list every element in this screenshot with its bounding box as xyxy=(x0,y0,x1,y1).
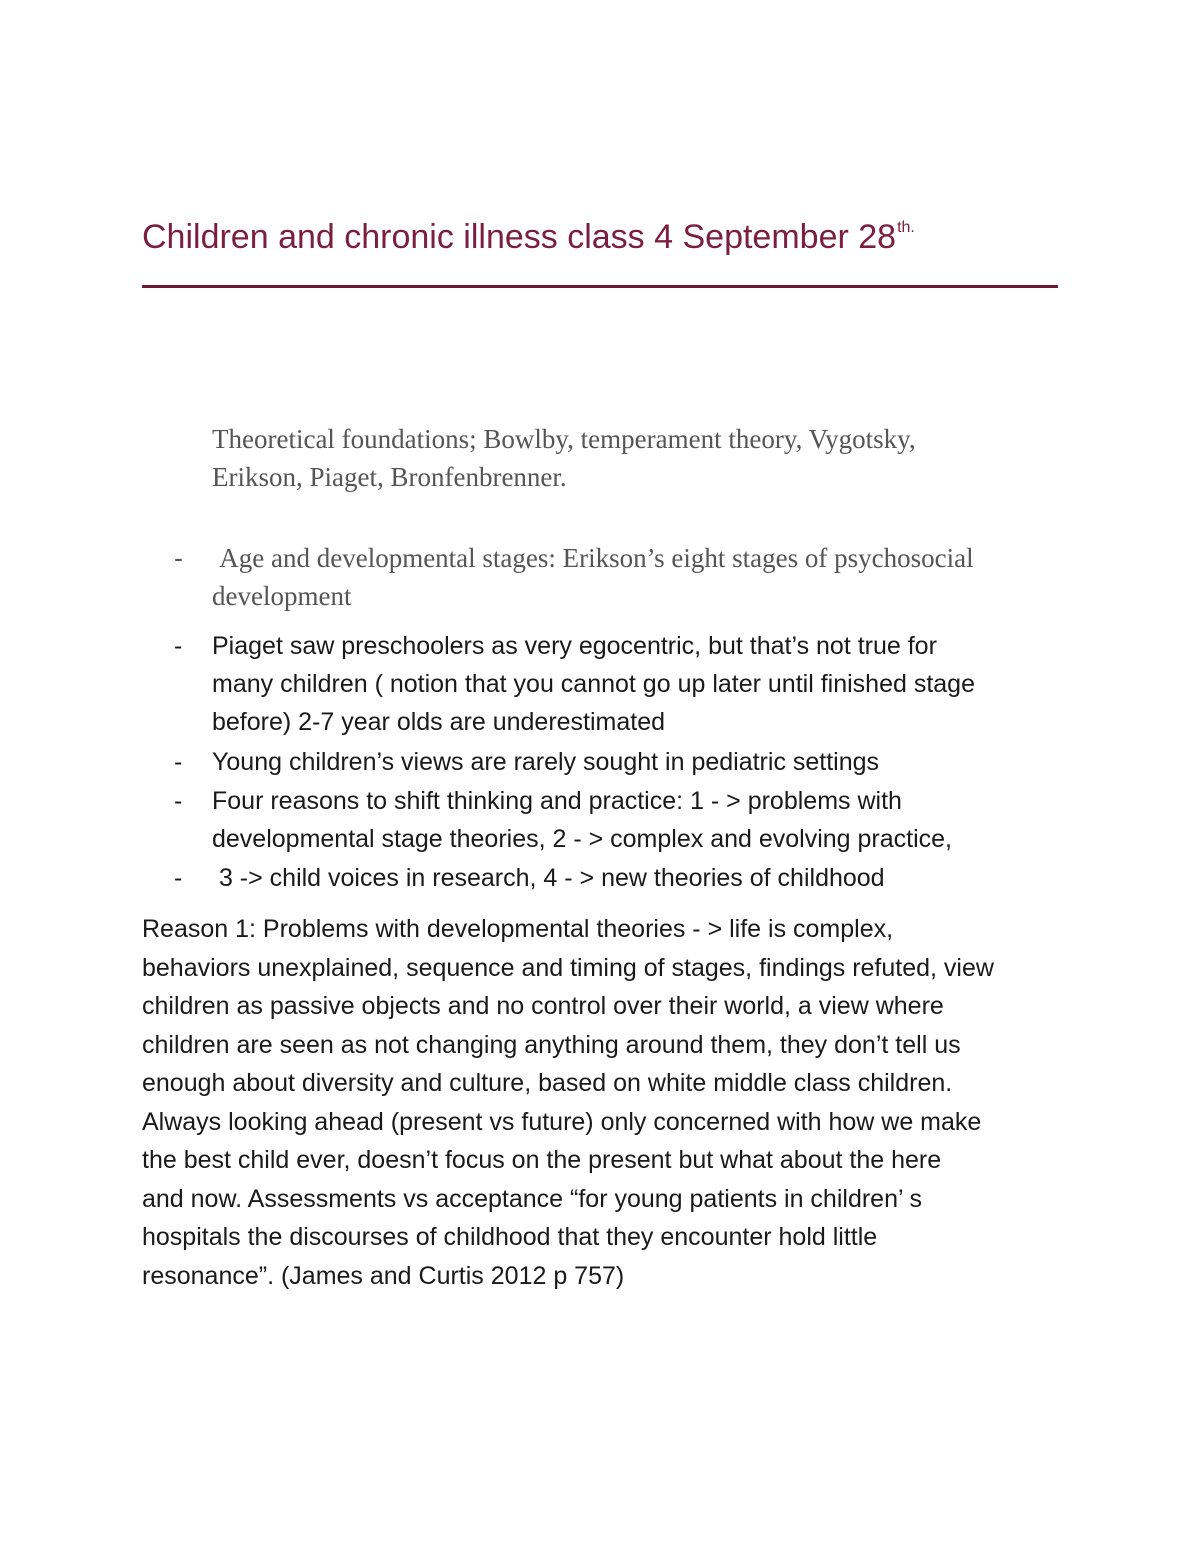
reason-line: hospitals the discourses of childhood that they encounter hold little xyxy=(142,1223,878,1251)
bullet-line: Four reasons to shift thinking and practice: 1 - > problems with xyxy=(212,787,902,815)
bullet-text xyxy=(212,743,1058,781)
theoretical-foundations-paragraph xyxy=(212,420,1032,496)
intro-line: Erikson, Piaget, Bronfenbrenner. xyxy=(212,462,567,492)
page-title xyxy=(142,218,915,257)
reason-line: and now. Assessments vs acceptance “for young patients in children’ s xyxy=(142,1184,923,1213)
reason-line: children as passive objects and no control over their world, a view where xyxy=(142,992,944,1020)
bullet-text xyxy=(212,782,1058,858)
bullet-dash: - xyxy=(174,543,183,573)
reason-line: Always looking ahead (present vs future) only concerned with how we make xyxy=(142,1107,982,1136)
bullet-dash: - xyxy=(174,748,183,776)
reason-1-paragraph xyxy=(142,910,1072,1295)
title-underline-rule xyxy=(142,285,1058,288)
bullet-item-piaget xyxy=(142,627,1058,741)
bullet-text xyxy=(214,539,1058,615)
bullet-line: Piaget saw preschoolers as very egocentric, but that’s not true for xyxy=(212,632,937,660)
bullet-item-child-voices xyxy=(142,859,1058,897)
intro-line: Theoretical foundations; Bowlby, temperament theory, Vygotsky, xyxy=(212,424,916,454)
bullet-line: Young children’s views are rarely sought in pediatric settings xyxy=(212,748,880,776)
reason-line: the best child ever, doesn’t focus on the present but what about the here xyxy=(142,1146,942,1174)
bullet-item-young-children-views xyxy=(142,743,1058,781)
title-text: Children and chronic illness class 4 September 28 xyxy=(142,218,897,256)
reason-line: children are seen as not changing anything around them, they don’t tell us xyxy=(142,1030,961,1059)
reason-line: Reason 1: Problems with developmental theories - > life is complex, xyxy=(142,915,894,943)
bullet-dash: - xyxy=(174,864,183,892)
reason-line: behaviors unexplained, sequence and timing of stages, findings refuted, view xyxy=(142,953,994,982)
bullet-line: before) 2-7 year olds are underestimated xyxy=(212,708,666,736)
bullet-line: Age and developmental stages: Erikson’s eight stages of psychosocial xyxy=(214,543,974,573)
reason-line: enough about diversity and culture, based on white middle class children. xyxy=(142,1069,953,1097)
bullet-line: development xyxy=(212,581,352,611)
title-superscript: th. xyxy=(897,219,915,236)
bullet-text xyxy=(212,627,1058,741)
bullet-text xyxy=(212,859,1058,897)
bullet-dash: - xyxy=(174,787,183,815)
bullet-dash: - xyxy=(174,632,183,660)
bullet-item-four-reasons xyxy=(142,782,1058,858)
bullet-line: 3 -> child voices in research, 4 - > new theories of childhood xyxy=(212,864,885,892)
bullet-line: many children ( notion that you cannot go up later until finished stage xyxy=(212,670,975,698)
bullet-item-age-stages xyxy=(142,539,1058,615)
bullet-line: developmental stage theories, 2 - > complex and evolving practice, xyxy=(212,825,953,853)
reason-line: resonance”. (James and Curtis 2012 p 757) xyxy=(142,1261,625,1290)
